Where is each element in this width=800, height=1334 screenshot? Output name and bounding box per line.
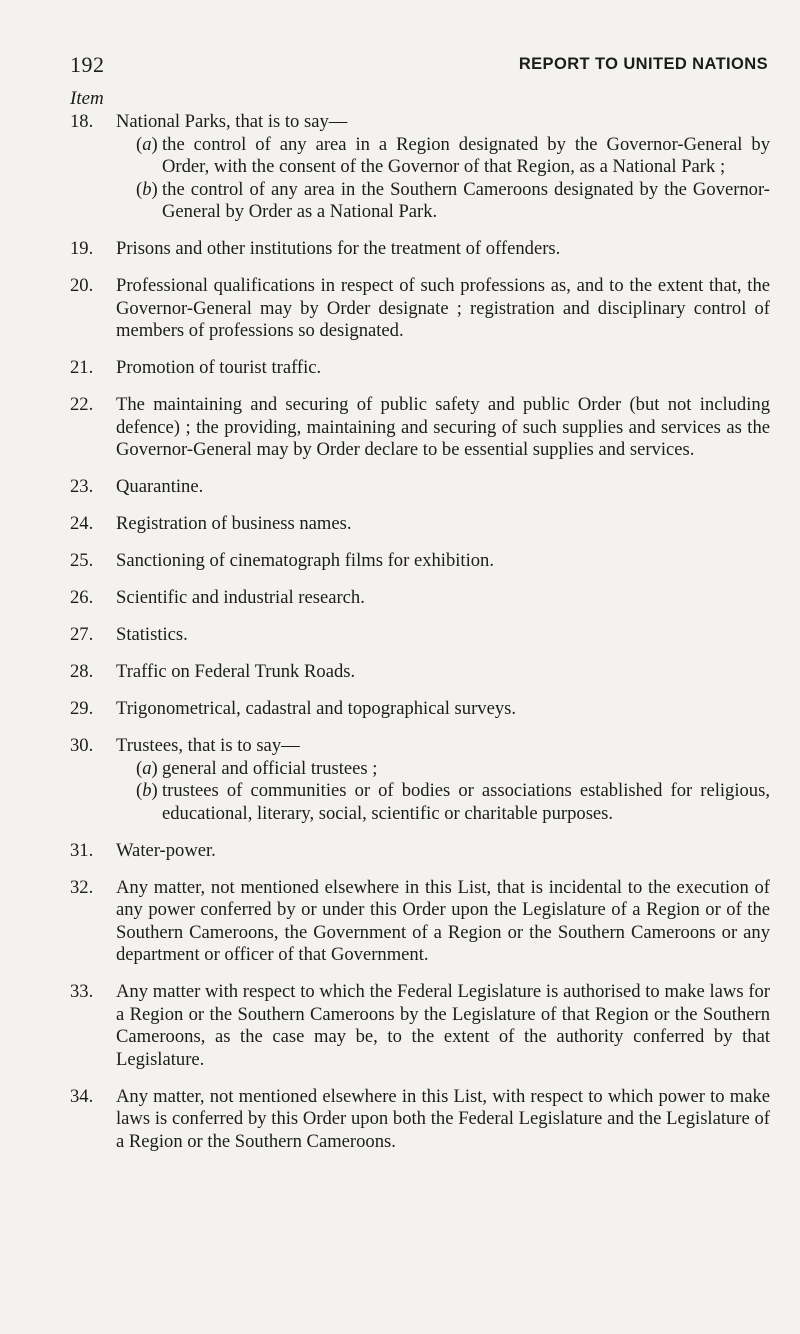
item-body: [116, 877, 770, 967]
item-number: 18.: [70, 111, 94, 132]
item-body: [116, 275, 770, 343]
sub-item-label-letter: b: [142, 780, 152, 801]
list-item: [70, 698, 770, 721]
item-number: 33.: [70, 981, 94, 1002]
item-text: Registration of business names.: [116, 513, 352, 534]
sub-item-label-letter: b: [142, 178, 152, 200]
list-item: [70, 587, 770, 610]
running-head: REPORT TO UNITED NATIONS: [518, 55, 768, 73]
page-number: 192: [70, 52, 105, 77]
item-number: 27.: [70, 624, 94, 645]
item-body: [116, 476, 770, 499]
list-item: [70, 981, 770, 1071]
item-number: 31.: [70, 839, 94, 861]
list-item: [70, 661, 770, 684]
list-item: [70, 275, 770, 343]
item-text: The maintaining and securing of public safety and public Order (but not including defence) ; the providing, maintaining and securing of such supplies and services as the Governor-General may by Order declare to be essential supplies and services.: [116, 394, 770, 460]
list-item: [70, 394, 770, 462]
sub-item-label: [136, 134, 162, 179]
item-text: Trigonometrical, cadastral and topographical surveys.: [116, 698, 517, 719]
item-text: Sanctioning of cinematograph films for exhibition.: [116, 550, 494, 571]
item-body: [116, 1086, 770, 1154]
item-text: Traffic on Federal Trunk Roads.: [116, 661, 356, 682]
item-text: Professional qualifications in respect of such professions as, and to the extent that, the Governor-General may by Order designate ; registration and disciplinary control of members of professions so designated.: [116, 275, 770, 341]
list-item: [70, 1086, 770, 1154]
item-body: [116, 550, 770, 573]
item-number: 29.: [70, 698, 94, 719]
item-body: [116, 513, 770, 536]
item-body: [116, 735, 770, 825]
item-number: 19.: [70, 238, 94, 259]
item-body: [116, 111, 770, 224]
item-number: 26.: [70, 587, 94, 608]
list-item: [70, 550, 770, 573]
sub-item-label-open: (: [136, 178, 143, 200]
sub-item-text: the control of any area in the Southern Cameroons designated by the Governor-General by Order as a National Park.: [162, 178, 770, 222]
sub-item: [136, 758, 770, 781]
item-number: 28.: [70, 661, 94, 682]
sub-item-label-letter: a: [142, 757, 152, 779]
item-text: Water-power.: [116, 839, 216, 861]
sub-item: [136, 134, 770, 179]
list-item: [70, 476, 770, 499]
sub-item-label-close: ): [151, 133, 158, 155]
item-number: 20.: [70, 275, 94, 296]
sub-item-label: [136, 179, 162, 224]
item-list: [70, 111, 770, 1168]
item-text: Scientific and industrial research.: [116, 587, 365, 608]
item-body: [116, 587, 770, 610]
page-header: [70, 52, 768, 84]
item-number: 30.: [70, 735, 94, 756]
sub-item-label-letter: a: [142, 133, 152, 155]
item-number: 21.: [70, 357, 94, 378]
item-text: Any matter, not mentioned elsewhere in this List, with respect to which power to make laws is conferred by this Order upon both the Federal Legislature and the Legislature of a Region or the Southern Cameroons.: [116, 1085, 770, 1152]
sub-item-label-close: ): [151, 757, 158, 779]
item-number: 23.: [70, 476, 94, 497]
item-text: National Parks, that is to say—: [116, 111, 348, 132]
item-text: Prisons and other institutions for the treatment of offenders.: [116, 238, 561, 259]
list-item: [70, 357, 770, 380]
sub-item-label-open: (: [136, 780, 143, 801]
list-item: [70, 238, 770, 261]
item-text: Quarantine.: [116, 476, 204, 497]
list-item: [70, 877, 770, 967]
item-text: Any matter, not mentioned elsewhere in this List, that is incidental to the execution of any power conferred by or under this Order upon the Legislature of a Region or of the Southern Cameroons, the Government of a Region or the Southern Cameroons or any department or officer of that Government.: [116, 876, 770, 965]
item-text: Trustees, that is to say—: [116, 735, 300, 756]
item-number: 32.: [70, 876, 94, 898]
sub-item-text: trustees of communities or of bodies or associations established for religious, educational, literary, social, scientific or charitable purposes.: [162, 780, 770, 824]
sub-item-text: the control of any area in a Region designated by the Governor-General by Order, with the consent of the Governor of that Region, as a National Park ;: [162, 133, 770, 177]
sub-item-label: [136, 758, 162, 781]
list-item: [70, 840, 770, 863]
sub-item-label-close: ): [151, 178, 158, 200]
item-body: [116, 840, 770, 863]
item-body: [116, 698, 770, 721]
item-text: Promotion of tourist traffic.: [116, 357, 322, 378]
item-text: Statistics.: [116, 624, 188, 645]
item-body: [116, 661, 770, 684]
sub-item-label-open: (: [136, 133, 143, 155]
sub-item-label-close: ): [151, 780, 158, 801]
list-item: [70, 513, 770, 536]
sub-item-label: [136, 780, 162, 825]
item-number: 22.: [70, 394, 94, 415]
item-number: 25.: [70, 550, 94, 571]
item-body: [116, 238, 770, 261]
item-body: [116, 394, 770, 462]
sub-item-text: general and official trustees ;: [162, 757, 378, 779]
item-body: [116, 624, 770, 647]
item-body: [116, 981, 770, 1071]
sub-item-label-open: (: [136, 757, 143, 779]
sub-item: [136, 780, 770, 825]
item-text: Any matter with respect to which the Federal Legislature is authorised to make laws for a Region or the Southern Cameroons by the Legislature of that Region or the Southern Cameroons, as the case may be, to the extent of the authority conferred by that Legislature.: [116, 981, 770, 1070]
item-column-label: Item: [70, 88, 104, 109]
item-number: 24.: [70, 513, 94, 534]
item-number: 34.: [70, 1085, 94, 1107]
list-item: [70, 111, 770, 224]
list-item: [70, 624, 770, 647]
sub-item: [136, 179, 770, 224]
item-body: [116, 357, 770, 380]
list-item: [70, 735, 770, 825]
